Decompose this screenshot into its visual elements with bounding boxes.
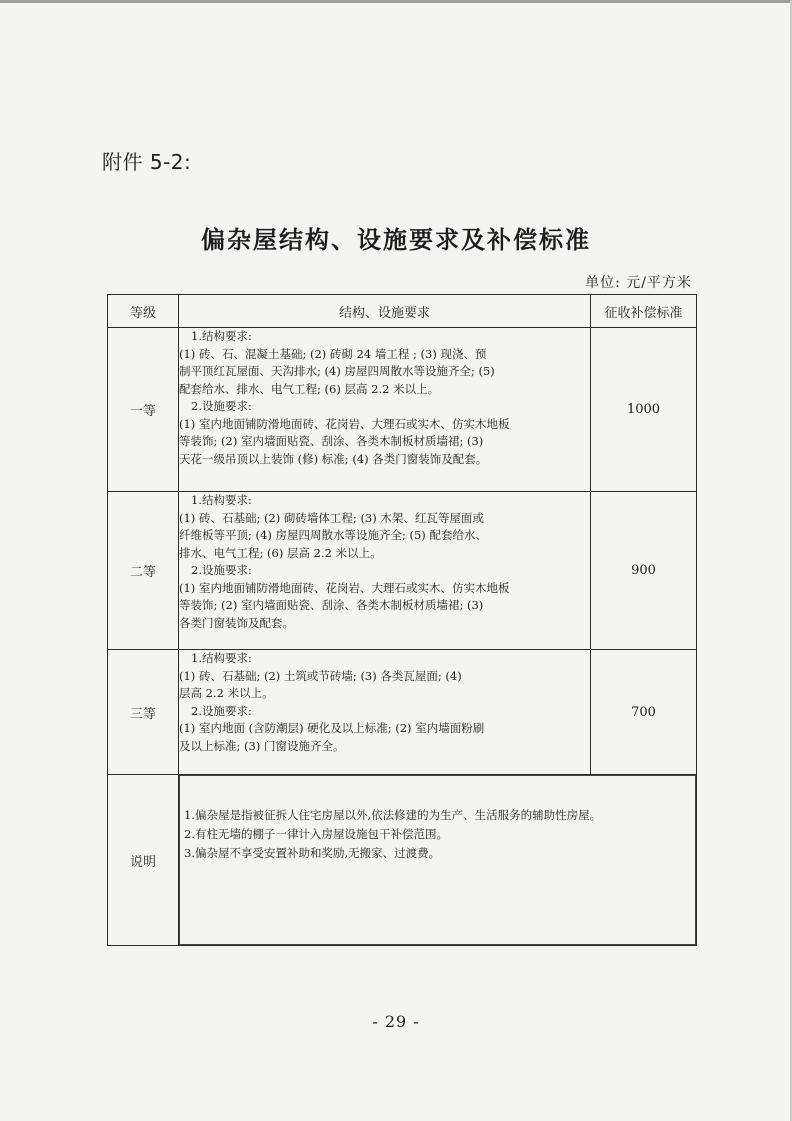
- requirement-line: (1) 砖、石、混凝土基础; (2) 砖砌 24 墙工程 ; (3) 现浇、预: [179, 346, 487, 361]
- grade-cell: 二等: [108, 492, 179, 650]
- requirement-line: 排水、电气工程; (6) 层高 2.2 米以上。: [179, 545, 382, 560]
- notes-box: [179, 775, 696, 945]
- requirement-line: 纤维板等平顶; (4) 房屋四周散水等设施齐全; (5) 配套给水、: [179, 528, 487, 542]
- document-title: 偏杂屋结构、设施要求及补偿标准: [201, 226, 591, 254]
- requirement-line: 2.设施要求:: [191, 399, 252, 413]
- note-line: 3.偏杂屋不享受安置补助和奖励,无搬家、过渡费。: [184, 846, 441, 860]
- table-header-row: [108, 295, 697, 328]
- requirement-line: 1.结构要求:: [191, 329, 252, 343]
- header-grade: 等级: [108, 295, 179, 328]
- requirement-line: (1) 室内地面 (含防潮层) 硬化及以上标准; (2) 室内墙面粉刷: [179, 721, 485, 735]
- requirement-line: (1) 砖、石基础; (2) 砌砖墙体工程; (3) 木架、红瓦等屋面或: [179, 510, 484, 525]
- table-row-notes: [108, 775, 697, 946]
- requirements-cell: [179, 492, 591, 650]
- requirement-line: 等装饰; (2) 室内墙面贴瓷、刮涂、各类木制板材质墙裙; (3): [179, 434, 484, 448]
- requirement-line: 天花一级吊顶以上装饰 (修) 标准; (4) 各类门窗装饰及配套。: [179, 451, 488, 466]
- notes-cell: [179, 775, 697, 946]
- note-line: 2.有柱无墙的棚子一律计入房屋设施包干补偿范围。: [184, 827, 448, 841]
- note-line: 1.偏杂屋是指被征拆人住宅房屋以外,依法修建的为生产、生活服务的辅助性房屋。: [184, 808, 602, 822]
- scan-edge-top: [0, 0, 792, 3]
- requirement-line: 2.设施要求:: [191, 703, 252, 718]
- header-standard: 征收补偿标准: [591, 295, 697, 328]
- requirement-line: 等装饰; (2) 室内墙面贴瓷、刮涂、各类木制板材质墙裙; (3): [179, 598, 484, 612]
- requirements-cell: [179, 328, 591, 492]
- table-row-grade-2: [108, 492, 697, 650]
- notes-label-cell: 说明: [108, 775, 179, 946]
- grade-cell: 三等: [108, 650, 179, 775]
- requirement-line: 制平顶红瓦屋面、天沟排水; (4) 房屋四周散水等设施齐全; (5): [179, 364, 495, 378]
- page-number: - 29 -: [372, 1012, 420, 1031]
- amount-cell: 900: [591, 492, 697, 650]
- amount-cell: 700: [591, 650, 697, 775]
- table-row-grade-3: [108, 650, 697, 775]
- requirement-line: (1) 室内地面铺防滑地面砖、花岗岩、大理石或实木、仿实木地板: [179, 580, 510, 595]
- requirement-line: 各类门窗装饰及配套。: [179, 615, 294, 630]
- requirement-line: 2.设施要求:: [191, 563, 252, 577]
- requirement-line: 层高 2.2 米以上。: [179, 686, 274, 700]
- requirement-line: 配套给水、排水、电气工程; (6) 层高 2.2 米以上。: [179, 381, 440, 396]
- requirement-line: (1) 砖、石基础; (2) 土筑或节砖墙; (3) 各类瓦屋面; (4): [179, 668, 462, 683]
- requirement-line: 及以上标准; (3) 门窗设施齐全。: [179, 738, 345, 753]
- requirement-line: 1.结构要求:: [191, 651, 252, 665]
- table-row-grade-1: [108, 328, 697, 492]
- compensation-standard-table: [107, 294, 697, 946]
- header-requirements: 结构、设施要求: [179, 295, 591, 328]
- requirements-cell: [179, 650, 591, 775]
- requirement-line: (1) 室内地面铺防滑地面砖、花岗岩、大理石或实木、仿实木地板: [179, 416, 510, 431]
- requirement-line: 1.结构要求:: [191, 493, 252, 507]
- annex-label: 附件 5-2:: [102, 150, 192, 174]
- amount-cell: 1000: [591, 328, 697, 492]
- grade-cell: 一等: [108, 328, 179, 492]
- unit-label: 单位: 元/平方米: [585, 275, 692, 291]
